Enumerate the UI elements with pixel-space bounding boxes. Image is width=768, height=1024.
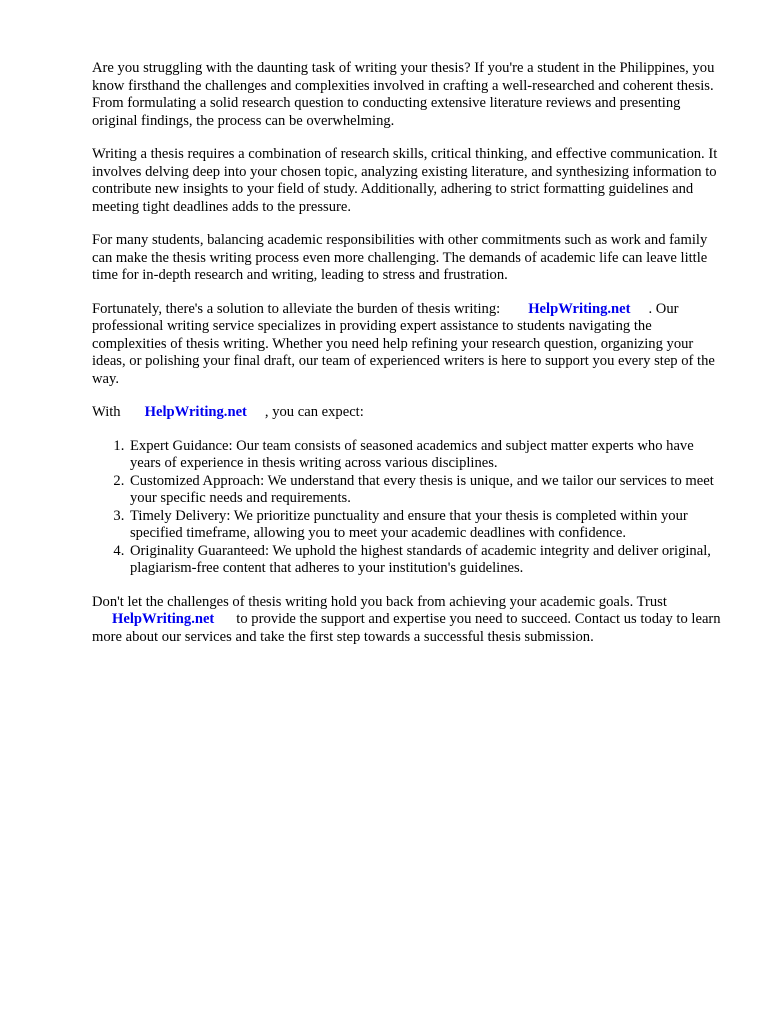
solution-text-after: . Our professional writing service specializes in providing expert assistance to students navigating the complexities of thesis writing. Whether you need help refining your research question, organizing your ideas, or polishing your final draft, our team of experienced writers is here to support you every step of the way. [92,300,715,387]
helpwriting-link[interactable]: HelpWriting.net [528,300,631,317]
challenges-paragraph: For many students, balancing academic responsibilities with other commitments such as work and family can make the thesis writing process even more challenging. The demands of academic life can leave little time for in-depth research and writing, leading to stress and frustration. [92,232,708,283]
closing-paragraph [92,594,722,647]
list-item: 4. Originality Guaranteed: We uphold the highest standards of academic integrity and deliver original, plagiarism-free content that adheres to your institution's guidelines. [128,543,722,578]
list-item: 3. Timely Delivery: We prioritize punctuality and ensure that your thesis is completed within your specified timeframe, allowing you to meet your academic deadlines with confidence. [128,508,722,543]
expect-text-after: , you can expect: [264,404,364,420]
solution-paragraph [92,301,722,389]
requirements-paragraph: Writing a thesis requires a combination of research skills, critical thinking, and effective communication. It involves delving deep into your chosen topic, analyzing existing literature, and synthesizing information to contribute new insights to your field of study. Additionally, adhering to strict formatting guidelines and meeting tight deadlines adds to the pressure. [92,146,718,215]
benefits-list [92,438,722,578]
expect-paragraph [92,404,722,422]
closing-text-before: Don't let the challenges of thesis writing hold you back from achieving your academic goals. Trust [92,593,667,610]
document-page [92,60,722,662]
helpwriting-link[interactable]: HelpWriting.net [112,611,215,627]
closing-text-after: to provide the support and expertise you need to succeed. Contact us today to learn more about our services and take the first step towards a successful thesis submission. [92,611,721,645]
solution-text-before: Fortunately, there's a solution to alleviate the burden of thesis writing: [92,300,501,317]
intro-paragraph: Are you struggling with the daunting task of writing your thesis? If you're a student in the Philippines, you know firsthand the challenges and complexities involved in crafting a well-researched and coherent thesis. From formulating a solid research question to conducting extensive literature reviews and presenting original findings, the process can be overwhelming. [92,60,715,129]
list-item: 1. Expert Guidance: Our team consists of seasoned academics and subject matter experts who have years of experience in thesis writing across various disciplines. [128,438,722,473]
expect-text-before: With [92,404,121,420]
helpwriting-link[interactable]: HelpWriting.net [144,404,247,420]
list-item: 2. Customized Approach: We understand that every thesis is unique, and we tailor our services to meet your specific needs and requirements. [128,473,722,508]
